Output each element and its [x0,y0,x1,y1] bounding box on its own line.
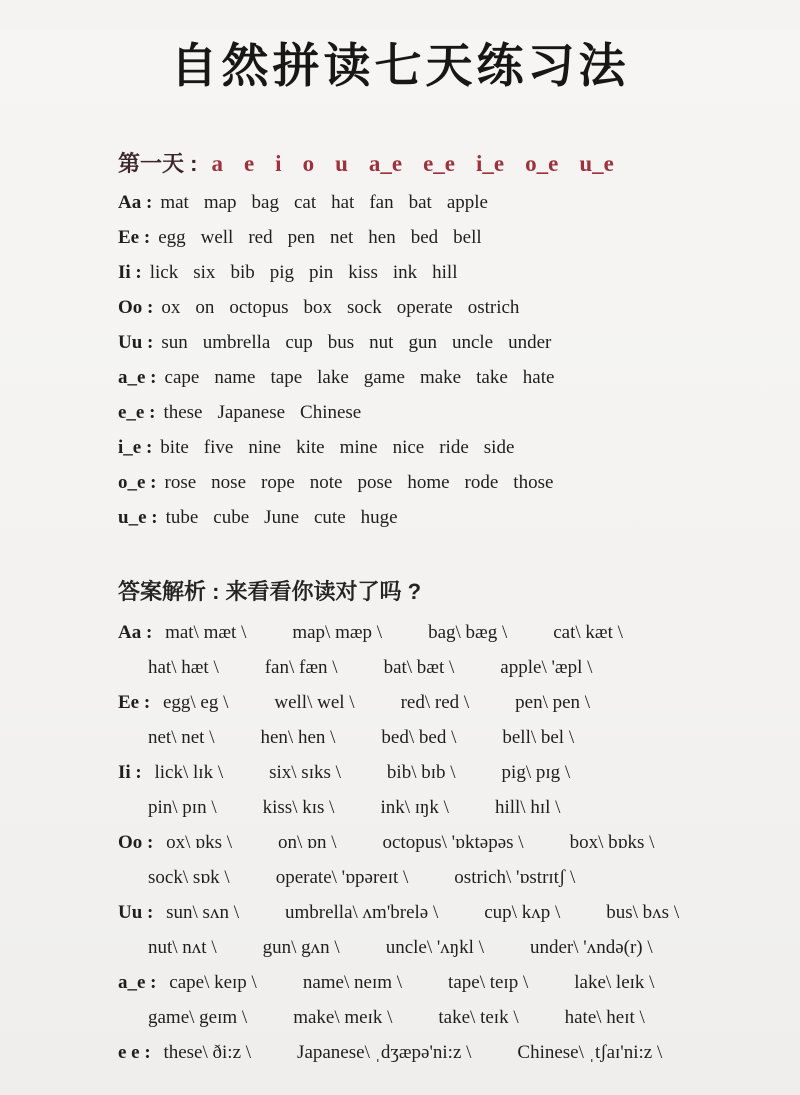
word: lake [317,367,349,388]
word: octopus [229,297,289,318]
word-row [118,430,800,465]
answer-item: gun\ gʌn \ [262,937,340,958]
answer-item: Oo : ox\ ɒks \ [118,832,232,853]
word: Chinese [300,402,362,423]
word: cute [314,507,346,528]
answer-item: game\ geɪm \ [148,1007,248,1028]
word: net [330,227,354,248]
answer-row-label: Uu : [118,902,159,923]
word: Japanese [217,402,286,423]
word-row [118,325,800,360]
word: hen [368,227,396,248]
answer-row-label: e e : [118,1042,156,1063]
word: mat [160,192,189,213]
answer-item: cup\ kʌp \ [484,902,561,923]
word-row-label: a_e : [118,367,157,388]
word: box [303,297,332,318]
word-rows [118,185,800,535]
word: well [200,227,234,248]
answer-item: uncle\ 'ʌŋkl \ [385,937,484,958]
word: note [309,472,343,493]
word: cape [164,367,200,388]
answer-row-label: Aa : [118,622,158,643]
word: ink [392,262,418,283]
answer-item: net\ net \ [148,727,215,748]
day1-heading-line [118,147,800,177]
word: six [193,262,216,283]
word: five [203,437,234,458]
word-row [118,465,800,500]
word: ox [161,297,181,318]
answer-item: nut\ nʌt \ [148,937,217,958]
phonics-letter: e [243,151,255,176]
answer-item: red\ red \ [400,692,470,713]
word: game [363,367,405,388]
answer-line [118,895,800,930]
word-row-label: Ii : [118,262,142,283]
answer-item: well\ wel \ [274,692,355,713]
word: map [203,192,237,213]
word: home [407,472,450,493]
answer-item: bell\ bel \ [502,727,575,748]
phonics-letter: i_e [476,151,505,176]
answer-item: Uu : sun\ sʌn \ [118,902,239,923]
answer-item: bat\ bæt \ [383,657,455,678]
answer-item: cat\ kæt \ [553,622,623,643]
word: uncle [451,332,494,353]
word-row [118,395,800,430]
word: kiss [348,262,378,283]
word: those [513,472,554,493]
word: tube [165,507,199,528]
word-row-label: e_e : [118,402,156,423]
answer-item: bed\ bed \ [381,727,457,748]
answer-line [118,720,800,755]
word: lick [149,262,179,283]
answer-item: operate\ 'ɒpəreɪt \ [275,867,409,888]
answer-item: a_e : cape\ keɪp \ [118,972,257,993]
answer-item: under\ 'ʌndə(r) \ [530,937,653,958]
answer-item: hen\ hen \ [260,727,336,748]
answer-line [118,615,800,650]
word-row [118,220,800,255]
answer-item: sock\ sɒk \ [148,867,230,888]
answer-item: Ii : lick\ lɪk \ [118,762,224,783]
answer-item: fan\ fæn \ [264,657,338,678]
word: hat [331,192,355,213]
word: bag [251,192,279,213]
answer-line [118,790,800,825]
phonics-letter: o [302,151,315,176]
word-row [118,255,800,290]
answer-row-label: Ee : [118,692,155,713]
word: cube [213,507,250,528]
phonics-letter: o_e [525,151,559,176]
word-row-label: o_e : [118,472,157,493]
word: apple [446,192,488,213]
word: hill [432,262,458,283]
word: side [483,437,515,458]
phonics-letter: i [275,151,282,176]
word: nine [248,437,282,458]
word: make [419,367,462,388]
word: nice [392,437,425,458]
answer-item: ink\ ɪŋk \ [380,797,449,818]
answer-item: umbrella\ ʌm'brelə \ [284,902,439,923]
word: gun [408,332,437,353]
phonics-letter: a_e [368,151,403,176]
answer-rows [118,615,800,1070]
answer-item: e e : these\ ði:z \ [118,1042,252,1063]
word: cup [285,332,313,353]
word: sun [161,332,188,353]
answer-line [118,930,800,965]
word: June [264,507,299,528]
answer-item: tape\ teɪp \ [448,972,529,993]
word: bat [408,192,432,213]
word: on [195,297,215,318]
word: kite [296,437,325,458]
answer-item: on\ ɒn \ [278,832,337,853]
word: pose [357,472,393,493]
word: mine [339,437,378,458]
word: red [248,227,273,248]
answer-line [118,825,800,860]
answer-item: pin\ pɪn \ [148,797,217,818]
answer-item: pig\ pɪg \ [501,762,571,783]
word: huge [360,507,398,528]
answer-line [118,650,800,685]
answer-item: pen\ pen \ [515,692,591,713]
word: ride [439,437,469,458]
word: cat [293,192,317,213]
phonics-letter: u [335,151,348,176]
answer-item: Aa : mat\ mæt \ [118,622,247,643]
answer-row-label: Ii : [118,762,147,783]
word: bite [160,437,189,458]
word: hate [522,367,555,388]
answer-item: bag\ bæg \ [428,622,508,643]
word: ostrich [467,297,520,318]
page-title: 自然拼读七天练习法 [170,39,630,92]
answer-item: name\ neɪm \ [302,972,403,993]
answer-item: take\ teɪk \ [438,1007,519,1028]
word-row-label: Uu : [118,332,154,353]
answer-item: map\ mæp \ [292,622,383,643]
word: nose [211,472,246,493]
day1-letters-list [211,151,613,177]
answer-line [118,860,800,895]
answer-item: six\ sɪks \ [269,762,341,783]
answer-item: bus\ bʌs \ [606,902,680,923]
word: take [476,367,508,388]
phonics-letter: u_e [579,151,614,176]
word: umbrella [202,332,271,353]
word: bell [453,227,482,248]
phonics-letter: e_e [423,151,455,176]
word: tape [270,367,303,388]
word: bus [327,332,355,353]
answer-row-label: Oo : [118,832,159,853]
answer-item: box\ bɒks \ [569,832,655,853]
word-row [118,360,800,395]
word: sock [346,297,382,318]
answer-item: hate\ heɪt \ [564,1007,645,1028]
answer-item: Ee : egg\ eg \ [118,692,229,713]
word-row [118,290,800,325]
answer-item: hill\ hɪl \ [494,797,561,818]
word: rose [164,472,197,493]
word-row-label: i_e : [118,437,153,458]
answer-item: lake\ leɪk \ [574,972,655,993]
phonics-letter: a [211,151,223,176]
word: pen [287,227,316,248]
word-row-label: Aa : [118,192,153,213]
answer-item: kiss\ kɪs \ [262,797,335,818]
answer-row-label: a_e : [118,972,162,993]
word-row-label: Oo : [118,297,154,318]
word: operate [396,297,453,318]
answers-heading: 答案解析 : 来看看你读对了吗 ? [118,579,422,604]
word-row [118,500,800,535]
word: name [214,367,256,388]
answer-item: make\ meɪk \ [293,1007,393,1028]
answer-item: apple\ 'æpl \ [500,657,593,678]
worksheet-page [0,30,800,1095]
word: fan [369,192,394,213]
word: egg [158,227,186,248]
answer-item: Japanese\ ˌdʒæpə'ni:z \ [297,1042,472,1063]
answer-line [118,755,800,790]
word: rode [464,472,499,493]
answer-line [118,685,800,720]
word: pin [309,262,334,283]
word-row-label: u_e : [118,507,158,528]
answer-item: hat\ hæt \ [148,657,219,678]
answer-line [118,965,800,1000]
word: nut [369,332,394,353]
word-row-label: Ee : [118,227,151,248]
answer-item: Chinese\ ˌtʃaɪ'ni:z \ [517,1042,663,1063]
word: these [163,402,203,423]
answer-item: octopus\ 'ɒktəpəs \ [382,832,524,853]
answer-line [118,1000,800,1035]
word: bib [230,262,255,283]
word: bed [410,227,439,248]
word: under [508,332,552,353]
word: pig [269,262,294,283]
answer-item: ostrich\ 'ɒstrɪtʃ \ [454,867,576,888]
answer-item: bib\ bɪb \ [386,762,456,783]
day1-label: 第一天 : [118,151,198,176]
word: rope [261,472,295,493]
word-row [118,185,800,220]
